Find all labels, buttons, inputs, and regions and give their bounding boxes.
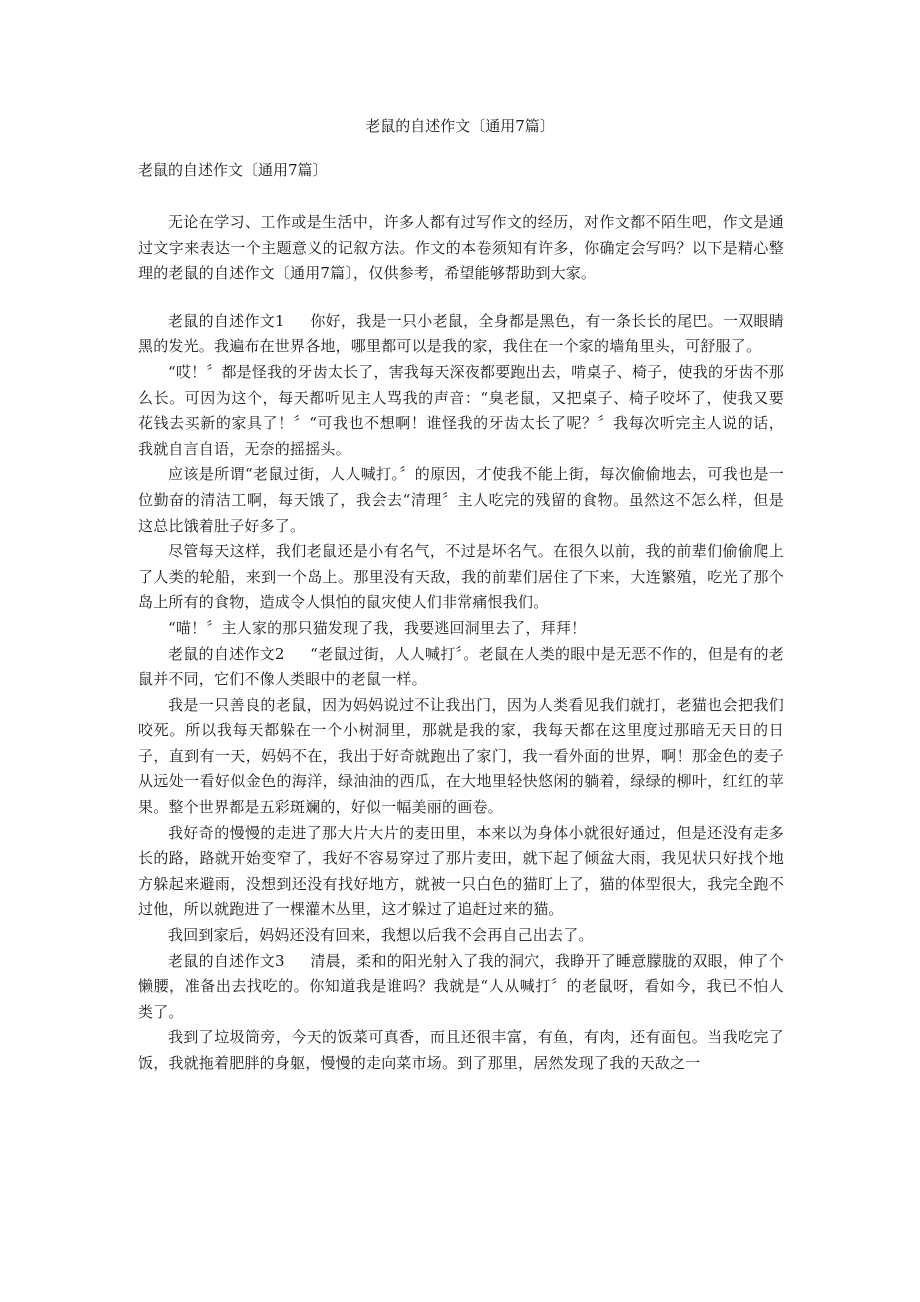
- essay1-paragraph-1: [138, 309, 784, 360]
- essay3-paragraph-1: [138, 949, 784, 1026]
- essay1-paragraph-3: 应该是所谓“老鼠过街，人人喊打。〞的原因，才使我不能上街，每次偷偷地去，可我也是一位勤奋的清洁工啊，每天饿了，我会去“清理〞主人吃完的残留的食物。虽然这不怎么样，但是这总比饿着肚子好多了。: [138, 465, 784, 535]
- essay2-p1-text: “老鼠过街，人人喊打〞。老鼠在人类的眼中是无恶不作的，但是有的老鼠并不同，它们不像人类眼中的老鼠一样。: [138, 644, 784, 689]
- essay3-paragraph-2: 我到了垃圾筒旁，今天的饭菜可真香，而且还很丰富，有鱼，有肉，还有面包。当我吃完了饭，我就拖着肥胖的身躯，慢慢的走向菜市场。到了那里，居然发现了我的天敌之一: [138, 1028, 784, 1072]
- essay1-paragraph-4: 尽管每天这样，我们老鼠还是小有名气，不过是坏名气。在很久以前，我的前辈们偷偷爬上了人类的轮船，来到一个岛上。那里没有天敌，我的前辈们居住了下来，大连繁殖，吃光了那个岛上所有的食物，造成令人惧怕的鼠灾使人们非常痛恨我们。: [138, 542, 784, 612]
- document-body: [138, 210, 784, 1077]
- document-subtitle: 老鼠的自述作文〔通用7篇〕: [138, 161, 328, 179]
- essay2-paragraph-1: [138, 642, 784, 693]
- essay1-heading: 老鼠的自述作文1: [168, 311, 285, 330]
- intro-paragraph: 无论在学习、工作或是生活中，许多人都有过写作文的经历，对作文都不陌生吧，作文是通过文字来表达一个主题意义的记叙方法。作文的本卷须知有许多，你确定会写吗？以下是精心整理的老鼠的自述作文〔通用7篇〕，仅供参考，希望能够帮助到大家。: [138, 213, 784, 283]
- essay1-paragraph-5: “喵！〞主人家的那只猫发现了我，我要逃回洞里去了，拜拜！: [168, 618, 587, 637]
- essay2-heading: 老鼠的自述作文2: [168, 644, 285, 663]
- essay2-paragraph-4: 我回到家后，妈妈还没有回来，我想以后我不会再自己出去了。: [168, 926, 594, 945]
- essay2-paragraph-3: 我好奇的慢慢的走进了那大片大片的麦田里，本来以为身体小就很好通过，但是还没有走多长的路，路就开始变窄了，我好不容易穿过了那片麦田，就下起了倾盆大雨，我见状只好找个地方躲起来避雨，没想到还没有找好地方，就被一只白色的猫盯上了，猫的体型很大，我完全跑不过他，所以就跑进了一棵灌木丛里，这才躲过了追赶过来的猫。: [138, 823, 784, 919]
- essay3-p1-text: 清晨，柔和的阳光射入了我的洞穴，我睁开了睡意朦胧的双眼，伸了个懒腰，准备出去找吃的。你知道我是谁吗？我就是“人从喊打〞的老鼠呀，看如今，我已不怕人类了。: [138, 951, 784, 1021]
- essay3-heading: 老鼠的自述作文3: [168, 951, 285, 970]
- essay1-paragraph-2: “哎！〞都是怪我的牙齿太长了，害我每天深夜都要跑出去，啃桌子、椅子，使我的牙齿不那么长。可因为这个，每天都听见主人骂我的声音：“臭老鼠，又把桌子、椅子咬坏了，使我又要花钱去买新的家具了！〞“可我也不想啊！谁怪我的牙齿太长了呢？〞我每次听完主人说的话，我就自言自语，无奈的摇摇头。: [138, 362, 784, 458]
- essay1-p1-text: 你好，我是一只小老鼠，全身都是黑色，有一条长长的尾巴。一双眼睛黑的发光。我遍布在世界各地，哪里都可以是我的家，我住在一个家的墙角里头，可舒服了。: [138, 311, 784, 356]
- document-title: 老鼠的自述作文〔通用7篇〕: [365, 117, 555, 135]
- essay2-paragraph-2: 我是一只善良的老鼠，因为妈妈说过不让我出门，因为人类看见我们就打，老猫也会把我们咬死。所以我每天都躲在一个小树洞里，那就是我的家，我每天都在这里度过那暗无天日的日子，直到有一天，妈妈不在，我出于好奇就跑出了家门，我一看外面的世界，啊！那金色的麦子从远处一看好似金色的海洋，绿油油的西瓜，在大地里轻快悠闲的躺着，绿绿的柳叶，红红的苹果。整个世界都是五彩斑斓的，好似一幅美丽的画卷。: [138, 695, 784, 817]
